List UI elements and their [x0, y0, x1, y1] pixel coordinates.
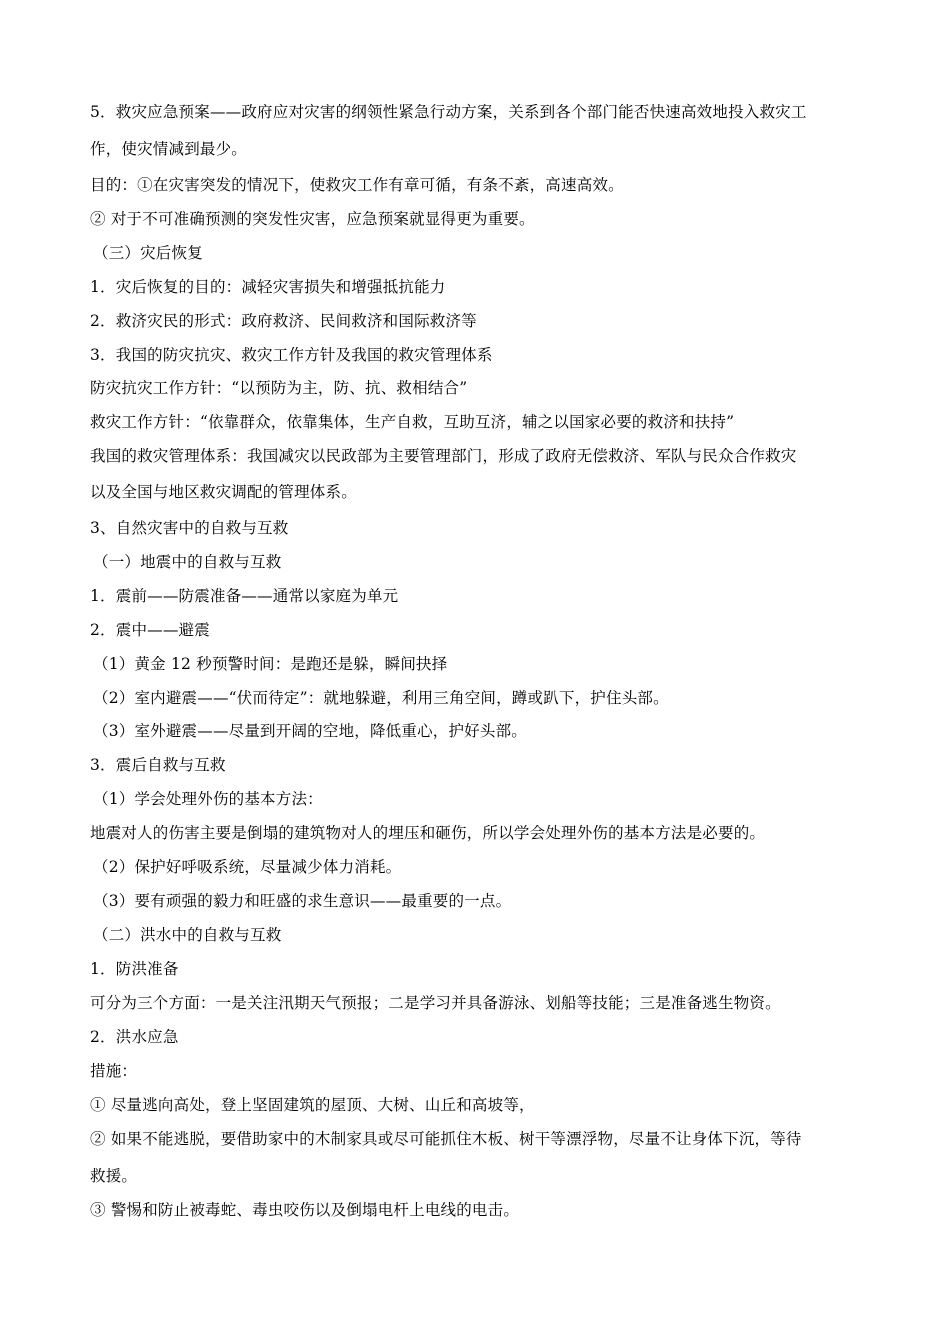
text-line: 1．灾后恢复的目的：减轻灾害损失和增强抵抗能力 [90, 278, 446, 296]
text-line: ② 对于不可准确预测的突发性灾害，应急预案就显得更为重要。 [90, 210, 535, 228]
section-heading: 3、自然灾害中的自救与互救 [90, 519, 289, 537]
text-line: 作，使灾情减到最少。 [90, 140, 248, 158]
text-line: 1．防洪准备 [90, 960, 179, 978]
text-line: 3．我国的防灾抗灾、救灾工作方针及我国的救灾管理体系 [90, 346, 493, 364]
text-line: （2）室内避震——“伏而待定”：就地躲避，利用三角空间，蹲或趴下，护住头部。 [93, 689, 669, 707]
text-line: （3）要有顽强的毅力和旺盛的求生意识——最重要的一点。 [93, 892, 512, 910]
section-heading: （三）灾后恢复 [93, 244, 203, 262]
text-line: 1．震前——防震准备——通常以家庭为单元 [90, 587, 399, 605]
text-line: （1）学会处理外伤的基本方法： [93, 790, 323, 808]
text-line: ① 尽量逃向高处，登上坚固建筑的屋顶、大树、山丘和高坡等， [90, 1096, 535, 1114]
text-line: （2）保护好呼吸系统，尽量减少体力消耗。 [93, 858, 402, 876]
text-line: 救灾工作方针：“依靠群众，依靠集体，生产自救，互助互济，辅之以国家必要的救济和扶持” [90, 413, 735, 431]
text-line: 5．救灾应急预案——政府应对灾害的纲领性紧急行动方案，关系到各个部门能否快速高效地投入救灾工 [90, 103, 807, 121]
text-line: （1）黄金 12 秒预警时间：是跑还是躲，瞬间抉择 [93, 655, 448, 673]
section-heading: （二）洪水中的自救与互救 [93, 926, 282, 944]
text-line: 措施： [90, 1062, 138, 1080]
text-line: 2．洪水应急 [90, 1028, 179, 1046]
text-line: ③ 警惕和防止被毒蛇、毒虫咬伤以及倒塌电杆上电线的电击。 [90, 1201, 520, 1219]
text-line: 防灾抗灾工作方针：“以预防为主，防、抗、救相结合” [90, 379, 468, 397]
section-heading: （一）地震中的自救与互救 [93, 553, 282, 571]
text-line: 2．救济灾民的形式：政府救济、民间救济和国际救济等 [90, 312, 477, 330]
text-line: 我国的救灾管理体系：我国减灾以民政部为主要管理部门，形成了政府无偿救济、军队与民众合作救灾 [90, 447, 797, 465]
text-line: ② 如果不能逃脱，要借助家中的木制家具或尽可能抓住木板、树干等漂浮物，尽量不让身体下沉，等待 [90, 1130, 802, 1148]
text-line: 3．震后自救与互救 [90, 756, 226, 774]
text-line: 地震对人的伤害主要是倒塌的建筑物对人的埋压和砸伤，所以学会处理外伤的基本方法是必要的。 [90, 824, 766, 842]
text-line: 目的：①在灾害突发的情况下，使救灾工作有章可循，有条不紊，高速高效。 [90, 176, 624, 194]
text-line: 救援。 [90, 1167, 138, 1185]
text-line: 可分为三个方面：一是关注汛期天气预报；二是学习并具备游泳、划船等技能；三是准备逃生物资。 [90, 994, 781, 1012]
text-line: （3）室外避震——尽量到开阔的空地，降低重心，护好头部。 [93, 722, 527, 740]
text-line: 以及全国与地区救灾调配的管理体系。 [90, 483, 357, 501]
text-line: 2．震中——避震 [90, 621, 210, 639]
